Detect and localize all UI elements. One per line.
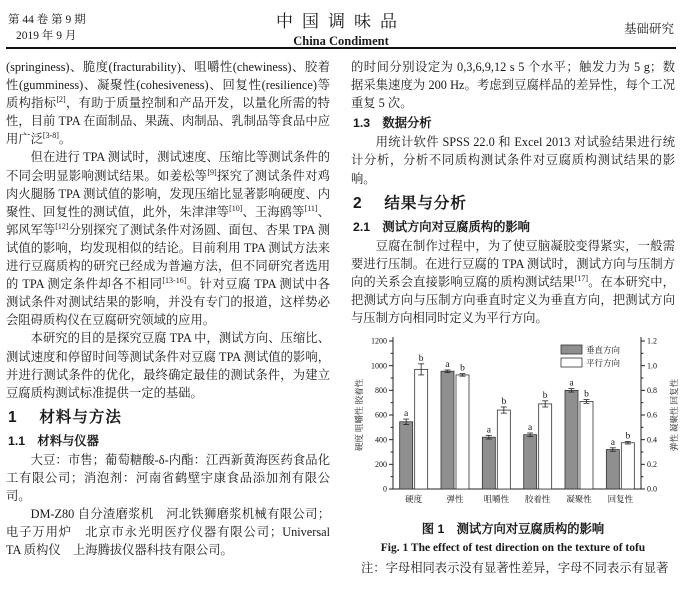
svg-text:200: 200 <box>375 460 387 470</box>
issue-info <box>8 7 158 44</box>
journal-title-cn: 中国调味品 <box>276 12 406 31</box>
svg-text:a: a <box>404 409 409 420</box>
svg-text:a: a <box>569 378 574 389</box>
column-tag: 基础研究 <box>623 22 674 36</box>
svg-text:b: b <box>625 431 631 442</box>
svg-text:1.0: 1.0 <box>647 361 657 371</box>
svg-text:b: b <box>418 354 424 365</box>
paragraph-purpose: 本研究的目的是探究豆腐 TPA 中，测试方向、压缩比、测试速度和停留时间等测试条件对豆腐 TPA 测试值的影响，并进行测试条件的优化，最终确定最佳的测试条件，为建立豆腐质构测试标准提供一定的基础。 <box>6 331 330 400</box>
article-body <box>0 49 682 577</box>
section-heading-2 <box>353 195 675 213</box>
svg-text:0.8: 0.8 <box>647 386 657 396</box>
svg-text:800: 800 <box>375 386 387 396</box>
svg-text:0: 0 <box>383 484 387 494</box>
svg-text:垂直方向: 垂直方向 <box>586 345 621 356</box>
paragraph-background: 但在进行 TPA 测试时，测试速度、压缩比等测试条件的不同会明显影响测试结果。如姜松等[9]探究了测试条件对鸡肉火腿肠 TPA 测试值的影响，发现压缩比显著影响硬度、内聚性、回复性的测试值，此外，朱津津等[10]、王海鸥等[11]、郭风军等[12]分别探究了测试条件对汤圆、面包、杏果 TPA 测试值的影响，均发现相似的结论。目前利用 TPA 测试方法来进行豆腐质构的研究已经成为普遍方法，但不同研究者选用的 TPA 测定条件却各不相同[13-16]。针对豆腐 TPA 测试中各测试条件对测试结果的影响，并没有专门的报道，这样势必会阻碍质构仪在豆腐研究领域的应用。 <box>6 150 330 328</box>
section-title: 材料与方法 <box>39 408 122 426</box>
svg-text:a: a <box>445 360 450 371</box>
svg-text:b: b <box>501 397 507 408</box>
paragraph-test-direction: 豆腐在制作过程中，为了使豆脑凝胶变得紧实，一般需要进行压制。在进行豆腐的 TPA 测试时，测试方向与压制方向的关系会直接影响豆腐的质构测试结果[17]。在本研究中，把测试方向与压制方向垂直时定义为垂直方向，把测试方向与压制方向相同时定义为平行方向。 <box>351 238 675 326</box>
svg-text:a: a <box>610 438 615 449</box>
page-header <box>0 0 682 48</box>
svg-text:0.0: 0.0 <box>647 484 657 494</box>
figure-1 <box>351 331 679 576</box>
journal-title-block <box>158 7 524 49</box>
svg-text:胶着性: 胶着性 <box>524 494 551 505</box>
figure-caption-cn: 图 1 测试方向对豆腐质构的影响 <box>421 522 605 537</box>
svg-text:b: b <box>460 363 465 374</box>
svg-text:1000: 1000 <box>371 361 387 371</box>
figure-caption <box>351 520 675 576</box>
svg-text:1200: 1200 <box>371 336 387 346</box>
subsection-heading-1-1: 1.1 材料与仪器 <box>8 433 99 448</box>
paragraph-instruments: DM-Z80 自分渣磨浆机 河北铁狮磨浆机械有限公司；电子万用炉 北京市永光明医疗仪器有限公司；Universal TA 质构仪 上海腾拔仪器科技有限公司。 <box>6 507 330 558</box>
right-column <box>351 58 679 577</box>
paragraph-test-settings: 的时间分别设定为 0,3,6,9,12 s 5 个水平；触发力为 5 g；数据采集速度为 200 Hz。考虑到豆腐样品的差异性，每个工况重复 5 次。 <box>351 60 675 111</box>
bar-chart <box>351 331 682 517</box>
left-column <box>6 58 330 577</box>
svg-text:平行方向: 平行方向 <box>586 358 621 369</box>
journal-title-en: China Condiment <box>293 34 389 48</box>
svg-text:硬度: 硬度 <box>405 494 423 505</box>
svg-text:回复性: 回复性 <box>607 494 634 505</box>
svg-text:咀嚼性: 咀嚼性 <box>483 494 510 505</box>
svg-text:600: 600 <box>375 410 387 420</box>
svg-text:b: b <box>542 391 548 402</box>
svg-text:弹性 凝聚性 回复性: 弹性 凝聚性 回复性 <box>669 379 679 452</box>
section-title: 结果与分析 <box>384 194 467 212</box>
figure-caption-en: Fig. 1 The effect of test direction on the texture of tofu <box>380 542 646 555</box>
issue-date: 2019 年 9 月 <box>16 30 77 42</box>
svg-text:0.6: 0.6 <box>647 410 657 420</box>
paragraph-data-analysis: 用统计软件 SPSS 22.0 和 Excel 2013 对试验结果进行统计分析，分析不同质构测试条件对豆腐质构测试结果的影响。 <box>351 135 675 186</box>
section-number: 1 <box>8 408 18 426</box>
paragraph-materials: 大豆：市售；葡萄糖酸-δ-内酯：江西新黄海医药食品化工有限公司；消泡剂：河南省鹤壁宇康食品添加剂有限公司。 <box>6 452 330 504</box>
paragraph-continuation: (springiness)、脆度(fracturability)、咀嚼性(chewiness)、胶着性(gumminess)、凝聚性(cohesiveness)、回复性(resilience)等质构指标[2]，有助于质量控制和产品开发，以量化所需的特性，目前 TPA 在面制品、果蔬、肉制品、乳制品等食品中应用广泛[3-8]。 <box>6 60 330 147</box>
svg-text:凝聚性: 凝聚性 <box>566 494 592 505</box>
svg-text:弹性: 弹性 <box>446 494 464 505</box>
svg-text:1.2: 1.2 <box>647 336 657 346</box>
svg-text:0.4: 0.4 <box>647 435 657 445</box>
svg-text:b: b <box>584 389 589 400</box>
svg-text:400: 400 <box>375 435 387 445</box>
figure-note: 注：字母相同表示没有显著性差异，字母不同表示有显著 <box>361 560 669 575</box>
svg-text:a: a <box>528 423 533 434</box>
subsection-heading-1-3: 1.3 数据分析 <box>353 116 432 131</box>
section-heading-1 <box>8 409 330 427</box>
svg-text:硬度 咀嚼性 胶着性: 硬度 咀嚼性 胶着性 <box>354 379 364 452</box>
subsection-heading-2-1: 2.1 测试方向对豆腐质构的影响 <box>353 219 530 234</box>
section-number: 2 <box>353 194 363 212</box>
volume-issue: 第 44 卷 第 9 期 <box>8 14 86 26</box>
svg-text:a: a <box>486 425 491 436</box>
svg-text:0.2: 0.2 <box>647 460 657 470</box>
